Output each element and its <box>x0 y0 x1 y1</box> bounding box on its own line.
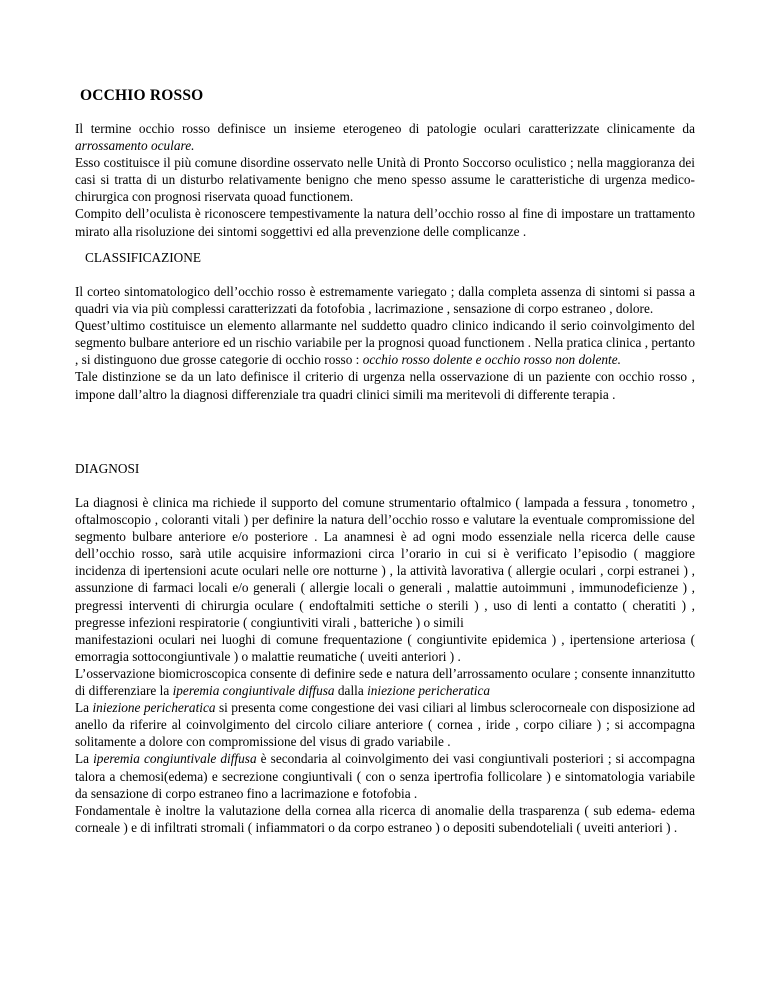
intro-paragraph-3: Compito dell’oculista è riconoscere tempestivamente la natura dell’occhio rosso al fine di impostare un trattamento mirato alla risoluzione dei sintomi soggettivi ed alla prevenzione delle complicanze . <box>75 206 695 239</box>
classificazione-paragraph-2: Quest’ultimo costituisce un elemento allarmante nel suddetto quadro clinico indicando il serio coinvolgimento del segmento bulbare anteriore ed un rischio variabile per la prognosi quoad functionem . Nella pratica clinica , pertanto , si distinguono due grosse categorie di occhio rosso : occhio rosso dolente e occhio rosso non dolente. <box>75 318 695 368</box>
section-heading-classificazione: CLASSIFICAZIONE <box>85 250 201 265</box>
classificazione-section <box>75 283 695 403</box>
classificazione-emphasis: occhio rosso dolente e occhio rosso non dolente. <box>362 352 621 368</box>
diagnosi-emphasis-iniezione: iniezione pericheratica <box>367 683 491 699</box>
diagnosi-paragraph-6: Fondamentale è inoltre la valutazione della cornea alla ricerca di anomalie della trasparenza ( sub edema- edema corneale ) e di infiltrati stromali ( infiammatori o da corpo estraneo ) o depositi subendoteliali ( uveiti anteriori ) . <box>75 802 695 835</box>
diagnosi-section <box>75 494 695 836</box>
diagnosi-paragraph-4: La iniezione pericheratica si presenta come congestione dei vasi ciliari al limbus sclerocorneale con disposizione ad anello da riferire al coinvolgimento del circolo ciliare anteriore ( cornea , iride , corpo ciliare ) ; si accompagna solitamente a dolore con compromissione del visus di grado variabile . <box>75 700 695 750</box>
diagnosi-emphasis-iniezione-2: iniezione pericheratica <box>92 700 216 716</box>
classificazione-paragraph-3: Tale distinzione se da un lato definisce il criterio di urgenza nella osservazione di un paziente con occhio rosso , impone dall’altro la diagnosi differenziale tra quadri clinici simili ma meritevoli di differente terapia . <box>75 369 695 402</box>
diagnosi-emphasis-iperemia-2: iperemia congiuntivale diffusa <box>93 751 257 767</box>
diagnosi-emphasis-iperemia: iperemia congiuntivale diffusa <box>172 683 335 699</box>
intro-paragraph-1: Il termine occhio rosso definisce un insieme eterogeneo di patologie oculari caratterizzate clinicamente da arrossamento oculare. <box>75 121 695 154</box>
section-heading-diagnosi: DIAGNOSI <box>75 461 140 476</box>
intro-paragraph-2: Esso costituisce il più comune disordine osservato nelle Unità di Pronto Soccorso oculistico ; nella maggioranza dei casi si tratta di un disturbo relativamente benigno che meno spesso assume le caratteristiche di urgenza medico-chirurgica con prognosi riservata quoad functionem. <box>75 155 695 205</box>
intro-emphasis: arrossamento oculare. <box>75 138 195 154</box>
diagnosi-paragraph-3: L’osservazione biomicroscopica consente di definire sede e natura dell’arrossamento oculare ; consente innanzitutto di differenziare la iperemia congiuntivale diffusa dalla iniezione pericheratica <box>75 665 695 699</box>
intro-section <box>75 120 695 240</box>
diagnosi-paragraph-1: La diagnosi è clinica ma richiede il supporto del comune strumentario oftalmico ( lampada a fessura , tonometro , oftalmoscopio , coloranti vitali ) per definire la natura dell’occhio rosso e valutare la eventuale compromissione del segmento bulbare anteriore e/o posteriore . La anamnesi è ad ogni modo essenziale nella ricerca delle cause dell’occhio rosso, sarà utile acquisire informazioni circa l’orario in cui si è verificato l’episodio ( maggiore incidenza di ipertensioni acute oculari nelle ore notturne ) , la attività lavorativa ( allergie oculari , corpi estranei ) , assunzione di farmaci locali e/o generali ( allergie locali o generali , malattie autoimmuni , immunodeficienze ) , pregressi interventi di chirurgia oculare ( endoftalmiti settiche o sterili ) , uso di lenti a contatto ( cheratiti ) , pregresse infezioni respiratorie ( congiuntiviti virali , batteriche ) o simili <box>75 495 695 630</box>
diagnosi-paragraph-2: manifestazioni oculari nei luoghi di comune frequentazione ( congiuntivite epidemica ) , ipertensione arteriosa ( emorragia sottocongiuntivale ) o malattie reumatiche ( uveiti anteriori ) . <box>75 631 695 664</box>
classificazione-paragraph-1: Il corteo sintomatologico dell’occhio rosso è estremamente variegato ; dalla completa assenza di sintomi si passa a quadri via via più complessi caratterizzati da fotofobia , lacrimazione , sensazione di corpo estraneo , dolore. <box>75 284 695 317</box>
diagnosi-paragraph-5: La iperemia congiuntivale diffusa è secondaria al coinvolgimento dei vasi congiuntivali posteriori ; si accompagna talora a chemosi(edema) e secrezione congiuntivali ( con o senza ipertrofia follicolare ) e sintomatologia variabile da sensazione di corpo estraneo fino a lacrimazione e fotofobia . <box>75 751 695 801</box>
page-title: OCCHIO ROSSO <box>80 87 204 104</box>
